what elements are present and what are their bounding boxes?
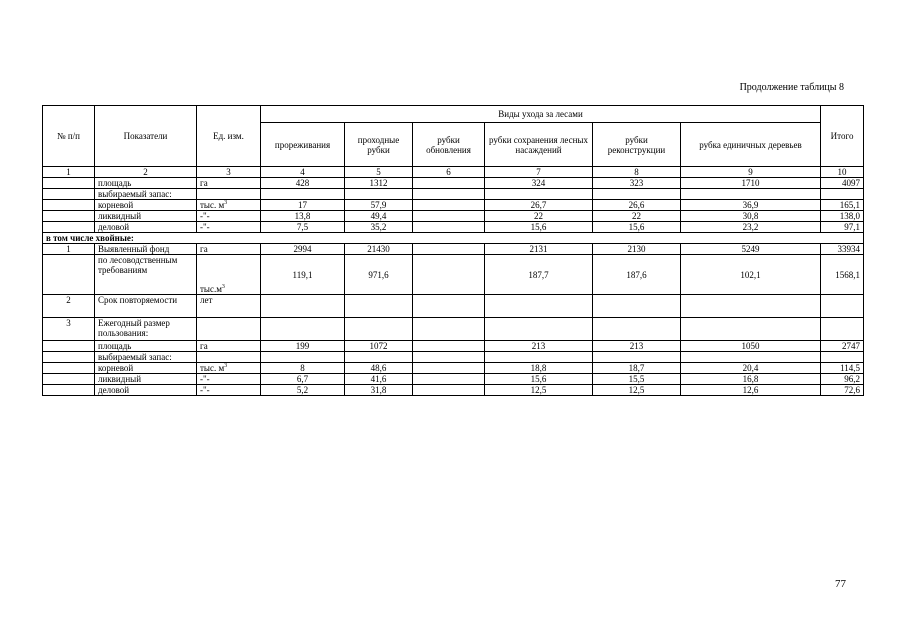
table-row bbox=[43, 318, 864, 341]
unit-text: тыс. м bbox=[200, 200, 225, 210]
row-value: 324 bbox=[485, 178, 593, 189]
row-value: 7,5 bbox=[261, 222, 345, 233]
row-value bbox=[413, 295, 485, 318]
row-value bbox=[413, 189, 485, 200]
row-value: 31,8 bbox=[345, 385, 413, 396]
table-row bbox=[43, 374, 864, 385]
row-unit bbox=[197, 211, 261, 222]
column-number: 7 bbox=[485, 167, 593, 178]
row-indicator: площадь bbox=[95, 178, 197, 189]
row-number bbox=[43, 222, 95, 233]
row-number bbox=[43, 178, 95, 189]
row-value: 4097 bbox=[821, 178, 864, 189]
row-value: 165,1 bbox=[821, 200, 864, 211]
header-sub: рубки сохранения лесных насаждений bbox=[485, 123, 593, 167]
row-value: 2747 bbox=[821, 341, 864, 352]
row-value: 5,2 bbox=[261, 385, 345, 396]
row-value bbox=[413, 363, 485, 374]
row-value: 2131 bbox=[485, 244, 593, 255]
row-indicator: ликвидный bbox=[95, 374, 197, 385]
row-unit bbox=[197, 318, 261, 341]
unit-text: тыс.м bbox=[200, 284, 222, 294]
row-value: 22 bbox=[593, 211, 681, 222]
table-caption: Продолжение таблицы 8 bbox=[739, 82, 844, 93]
row-indicator: деловой bbox=[95, 222, 197, 233]
table-row bbox=[43, 211, 864, 222]
row-value: 20,4 bbox=[681, 363, 821, 374]
row-value: 21430 bbox=[345, 244, 413, 255]
unit-text: лет bbox=[200, 295, 213, 305]
row-value bbox=[681, 295, 821, 318]
row-value bbox=[593, 295, 681, 318]
row-value bbox=[821, 318, 864, 341]
table-row bbox=[43, 244, 864, 255]
header-unit: Ед. изм. bbox=[197, 106, 261, 167]
row-value: 2994 bbox=[261, 244, 345, 255]
column-number: 5 bbox=[345, 167, 413, 178]
row-value: 187,7 bbox=[485, 255, 593, 295]
row-indicator: площадь bbox=[95, 341, 197, 352]
row-value bbox=[413, 211, 485, 222]
row-number: 2 bbox=[43, 295, 95, 318]
header-sub: прореживания bbox=[261, 123, 345, 167]
row-indicator: корневой bbox=[95, 363, 197, 374]
row-indicator: Ежегодный размер пользования: bbox=[95, 318, 197, 341]
row-value: 96,2 bbox=[821, 374, 864, 385]
row-value: 18,8 bbox=[485, 363, 593, 374]
row-value bbox=[681, 352, 821, 363]
row-unit bbox=[197, 374, 261, 385]
row-value bbox=[261, 318, 345, 341]
row-unit bbox=[197, 200, 261, 211]
row-value bbox=[485, 318, 593, 341]
table-body-all bbox=[43, 178, 864, 233]
row-value: 6,7 bbox=[261, 374, 345, 385]
column-number: 10 bbox=[821, 167, 864, 178]
row-value: 57,9 bbox=[345, 200, 413, 211]
row-value bbox=[413, 318, 485, 341]
row-value: 1072 bbox=[345, 341, 413, 352]
row-indicator: деловой bbox=[95, 385, 197, 396]
column-number: 6 bbox=[413, 167, 485, 178]
row-value bbox=[413, 178, 485, 189]
table-row bbox=[43, 255, 864, 295]
row-value: 16,8 bbox=[681, 374, 821, 385]
row-value bbox=[593, 189, 681, 200]
row-value: 26,7 bbox=[485, 200, 593, 211]
row-value: 5249 bbox=[681, 244, 821, 255]
row-number bbox=[43, 352, 95, 363]
row-unit bbox=[197, 352, 261, 363]
row-value: 30,8 bbox=[681, 211, 821, 222]
row-value: 33934 bbox=[821, 244, 864, 255]
row-number bbox=[43, 374, 95, 385]
row-value: 187,6 bbox=[593, 255, 681, 295]
row-value: 1568,1 bbox=[821, 255, 864, 295]
row-value: 213 bbox=[485, 341, 593, 352]
row-value bbox=[485, 189, 593, 200]
row-value: 428 bbox=[261, 178, 345, 189]
row-value bbox=[681, 318, 821, 341]
row-value bbox=[413, 244, 485, 255]
row-value bbox=[413, 352, 485, 363]
header-total: Итого bbox=[821, 106, 864, 167]
unit-superscript: 3 bbox=[224, 200, 228, 206]
row-number: 1 bbox=[43, 244, 95, 255]
row-value: 12,5 bbox=[485, 385, 593, 396]
table-row bbox=[43, 341, 864, 352]
row-value: 119,1 bbox=[261, 255, 345, 295]
row-value: 971,6 bbox=[345, 255, 413, 295]
row-unit bbox=[197, 244, 261, 255]
row-value bbox=[413, 255, 485, 295]
unit-text: га bbox=[200, 178, 208, 188]
row-indicator: выбираемый запас: bbox=[95, 189, 197, 200]
row-value bbox=[261, 352, 345, 363]
row-value: 199 bbox=[261, 341, 345, 352]
row-number bbox=[43, 385, 95, 396]
row-unit bbox=[197, 222, 261, 233]
row-value: 41,6 bbox=[345, 374, 413, 385]
row-value: 48,6 bbox=[345, 363, 413, 374]
row-value: 22 bbox=[485, 211, 593, 222]
row-number: 3 bbox=[43, 318, 95, 341]
row-number bbox=[43, 211, 95, 222]
row-value: 13,8 bbox=[261, 211, 345, 222]
row-number bbox=[43, 200, 95, 211]
unit-text: га bbox=[200, 244, 208, 254]
table-row bbox=[43, 189, 864, 200]
row-value: 114,5 bbox=[821, 363, 864, 374]
row-unit bbox=[197, 255, 261, 295]
row-value bbox=[345, 295, 413, 318]
section-row bbox=[43, 233, 864, 244]
table-row bbox=[43, 385, 864, 396]
row-value bbox=[593, 318, 681, 341]
row-value: 17 bbox=[261, 200, 345, 211]
row-value: 97,1 bbox=[821, 222, 864, 233]
row-value: 15,5 bbox=[593, 374, 681, 385]
row-value bbox=[413, 374, 485, 385]
header-sub: рубки реконструкции bbox=[593, 123, 681, 167]
row-value bbox=[261, 295, 345, 318]
column-number-row bbox=[43, 167, 864, 178]
table-row bbox=[43, 200, 864, 211]
header-num: № п/п bbox=[43, 106, 95, 167]
row-value: 15,6 bbox=[593, 222, 681, 233]
row-value bbox=[593, 352, 681, 363]
row-indicator: Срок повторяемости bbox=[95, 295, 197, 318]
row-value bbox=[821, 189, 864, 200]
forest-care-table bbox=[42, 105, 864, 396]
row-value: 2130 bbox=[593, 244, 681, 255]
section-title: в том числе хвойные: bbox=[43, 233, 864, 244]
table-row bbox=[43, 222, 864, 233]
row-indicator: Выявленный фонд bbox=[95, 244, 197, 255]
row-value: 8 bbox=[261, 363, 345, 374]
row-value: 18,7 bbox=[593, 363, 681, 374]
unit-text: га bbox=[200, 341, 208, 351]
column-number: 3 bbox=[197, 167, 261, 178]
row-number bbox=[43, 255, 95, 295]
header-group-title: Виды ухода за лесами bbox=[261, 106, 821, 123]
row-value: 26,6 bbox=[593, 200, 681, 211]
row-unit bbox=[197, 178, 261, 189]
header-sub: рубки обновления bbox=[413, 123, 485, 167]
row-value bbox=[821, 352, 864, 363]
row-indicator: выбираемый запас: bbox=[95, 352, 197, 363]
column-number: 9 bbox=[681, 167, 821, 178]
row-indicator: корневой bbox=[95, 200, 197, 211]
row-value bbox=[413, 200, 485, 211]
unit-superscript: 3 bbox=[221, 284, 225, 290]
table-row bbox=[43, 352, 864, 363]
row-value bbox=[821, 295, 864, 318]
row-value: 15,6 bbox=[485, 222, 593, 233]
row-number bbox=[43, 363, 95, 374]
row-value: 138,0 bbox=[821, 211, 864, 222]
header-indicator: Показатели bbox=[95, 106, 197, 167]
column-number: 1 bbox=[43, 167, 95, 178]
row-value: 15,6 bbox=[485, 374, 593, 385]
row-value bbox=[261, 189, 345, 200]
row-value: 12,5 bbox=[593, 385, 681, 396]
page-number: 77 bbox=[835, 578, 846, 590]
row-value bbox=[413, 341, 485, 352]
column-number: 2 bbox=[95, 167, 197, 178]
row-value: 1312 bbox=[345, 178, 413, 189]
row-value: 323 bbox=[593, 178, 681, 189]
row-value: 213 bbox=[593, 341, 681, 352]
unit-text: -"- bbox=[200, 385, 210, 395]
table-row bbox=[43, 295, 864, 318]
row-value: 72,6 bbox=[821, 385, 864, 396]
table-row bbox=[43, 363, 864, 374]
unit-text: -"- bbox=[200, 211, 210, 221]
row-number bbox=[43, 341, 95, 352]
row-value bbox=[345, 318, 413, 341]
column-number: 4 bbox=[261, 167, 345, 178]
row-unit bbox=[197, 295, 261, 318]
table-row bbox=[43, 178, 864, 189]
row-value: 36,9 bbox=[681, 200, 821, 211]
row-value: 35,2 bbox=[345, 222, 413, 233]
row-value: 49,4 bbox=[345, 211, 413, 222]
row-value: 1710 bbox=[681, 178, 821, 189]
table-body-conifer bbox=[43, 244, 864, 396]
header-sub: рубка единичных деревьев bbox=[681, 123, 821, 167]
row-value bbox=[345, 352, 413, 363]
row-unit bbox=[197, 189, 261, 200]
row-unit bbox=[197, 341, 261, 352]
row-unit bbox=[197, 385, 261, 396]
row-value bbox=[485, 352, 593, 363]
row-indicator: ликвидный bbox=[95, 211, 197, 222]
unit-text: тыс. м bbox=[200, 363, 225, 373]
unit-text: -"- bbox=[200, 374, 210, 384]
row-value bbox=[413, 222, 485, 233]
row-number bbox=[43, 189, 95, 200]
row-value: 12,6 bbox=[681, 385, 821, 396]
header-sub: проходные рубки bbox=[345, 123, 413, 167]
row-unit bbox=[197, 363, 261, 374]
row-value bbox=[485, 295, 593, 318]
row-value bbox=[681, 189, 821, 200]
column-number: 8 bbox=[593, 167, 681, 178]
row-value: 23,2 bbox=[681, 222, 821, 233]
row-value bbox=[345, 189, 413, 200]
unit-text: -"- bbox=[200, 222, 210, 232]
row-indicator: по лесоводственным требованиям bbox=[95, 255, 197, 295]
row-value: 1050 bbox=[681, 341, 821, 352]
row-value: 102,1 bbox=[681, 255, 821, 295]
unit-superscript: 3 bbox=[224, 363, 228, 369]
row-value bbox=[413, 385, 485, 396]
